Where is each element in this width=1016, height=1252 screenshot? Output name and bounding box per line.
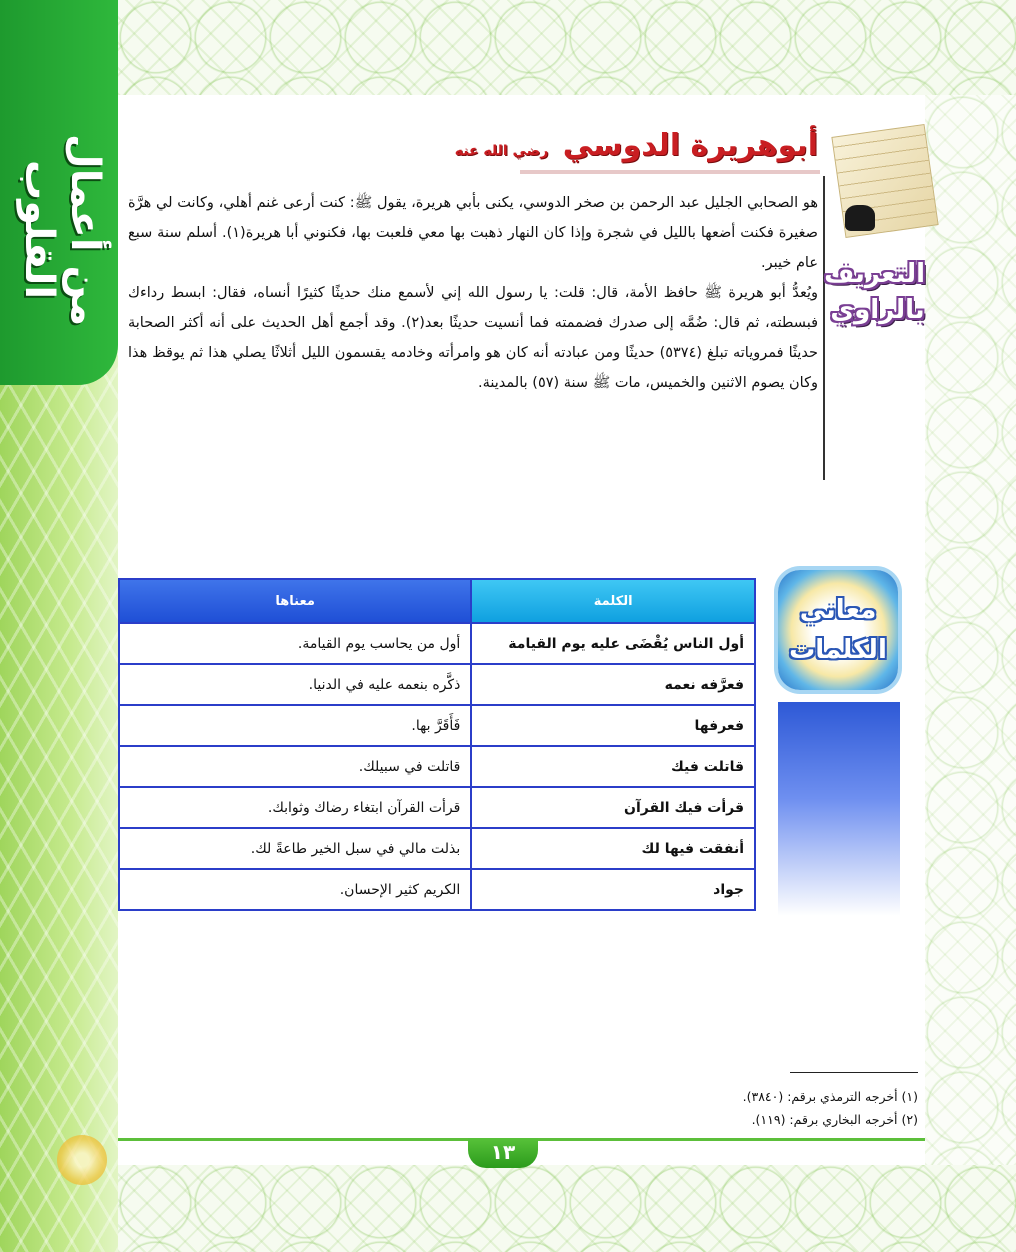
header-word: الكلمة [471, 579, 755, 623]
table-row [119, 787, 755, 828]
ink-pot-icon [845, 205, 875, 231]
table-row [119, 746, 755, 787]
word-cell: أنفقت فيها لك [471, 828, 755, 869]
word-cell: جواد [471, 869, 755, 910]
honorific: رضي الله عنه [454, 143, 549, 159]
word-cell: أول الناس يُقْضَى عليه يوم القيامة [471, 623, 755, 664]
word-cell: فعرَّفه نعمه [471, 664, 755, 705]
sidebar [0, 0, 118, 1252]
narrator-name: أبوهريرة الدوسي [562, 128, 818, 163]
meaning-cell: الكريم كثير الإحسان. [119, 869, 471, 910]
publisher-logo-icon [57, 1135, 107, 1185]
narrator-intro-label [824, 256, 925, 328]
bio-paragraph-1: هو الصحابي الجليل عبد الرحمن بن صخر الدوسي، يكنى بأبي هريرة، يقول ﷺ: كنت أرعى غنم أهلي، وكانت لي هرَّة صغيرة فكنت أضعها بالليل في شجرة وإذا كان النهار ذهبت بها معي فلعبت بها، فكنوني أبا هريرة(١). أسلم سنة سبع عام خيبر. [128, 195, 818, 271]
table-row [119, 705, 755, 746]
meaning-cell: بذلت مالي في سبل الخير طاعةً لك. [119, 828, 471, 869]
sidebar-title: من أعمال القلوب [16, 133, 108, 327]
vocab-table [118, 578, 756, 911]
bio-paragraph-2: ويُعدُّ أبو هريرة ﷺ حافظ الأمة، قال: قلت: يا رسول الله إني لأسمع منك حديثًا كثيرًا أنساه، فقال: ابسط رداءك فبسطته، ثم قال: ضُمَّه إلى صدرك فضممته فما أنسيت حديثًا بعد(٢). وقد أجمع أهل الحديث على أنه أكثر الصحابة حديثًا فمروياته تبلغ (٥٣٧٤) حديثًا ومن عبادته أنه كان هو وامرأته وخادمه يقسمون الليل أثلاثًا يصلي هذا ثم يوقظ هذا وكان يصوم الاثنين والخميس، مات ﷺ سنة (٥٧) بالمدينة. [128, 285, 819, 391]
badge-line1: معاني [799, 595, 877, 625]
top-decorative-pattern [118, 0, 1016, 95]
word-cell: قاتلت فيك [471, 746, 755, 787]
table-row [119, 623, 755, 664]
footnotes [743, 1085, 918, 1131]
narrator-biography [128, 188, 818, 398]
vocab-side-panel [778, 702, 900, 916]
header-meaning: معناها [119, 579, 471, 623]
table-row [119, 828, 755, 869]
section-title [455, 128, 818, 163]
footnote-separator [790, 1072, 918, 1073]
section-divider [823, 176, 825, 480]
vocab-badge-label [778, 590, 898, 670]
footnote-2: (٢) أخرجه البخاري برقم: (١١٩). [751, 1112, 918, 1127]
table-header-row [119, 579, 755, 623]
title-underline [520, 170, 820, 174]
right-decorative-pattern [925, 95, 1016, 1165]
word-cell: فعرفها [471, 705, 755, 746]
badge-line2: الكلمات [789, 635, 887, 665]
side-label-line2: بالراوي [830, 295, 925, 325]
meaning-cell: قرأت القرآن ابتغاء رضاك وثوابك. [119, 787, 471, 828]
side-label-line1: التعريف [824, 259, 925, 289]
table-row [119, 664, 755, 705]
page-number: ١٣ [468, 1138, 538, 1168]
meaning-cell: قاتلت في سبيلك. [119, 746, 471, 787]
meaning-cell: أول من يحاسب يوم القيامة. [119, 623, 471, 664]
meaning-cell: فَأَقَرَّ بها. [119, 705, 471, 746]
word-cell: قرأت فيك القرآن [471, 787, 755, 828]
table-row [119, 869, 755, 910]
bottom-decorative-pattern [118, 1165, 1016, 1252]
meaning-cell: ذكَّره بنعمه عليه في الدنيا. [119, 664, 471, 705]
footnote-1: (١) أخرجه الترمذي برقم: (٣٨٤٠). [742, 1089, 918, 1104]
